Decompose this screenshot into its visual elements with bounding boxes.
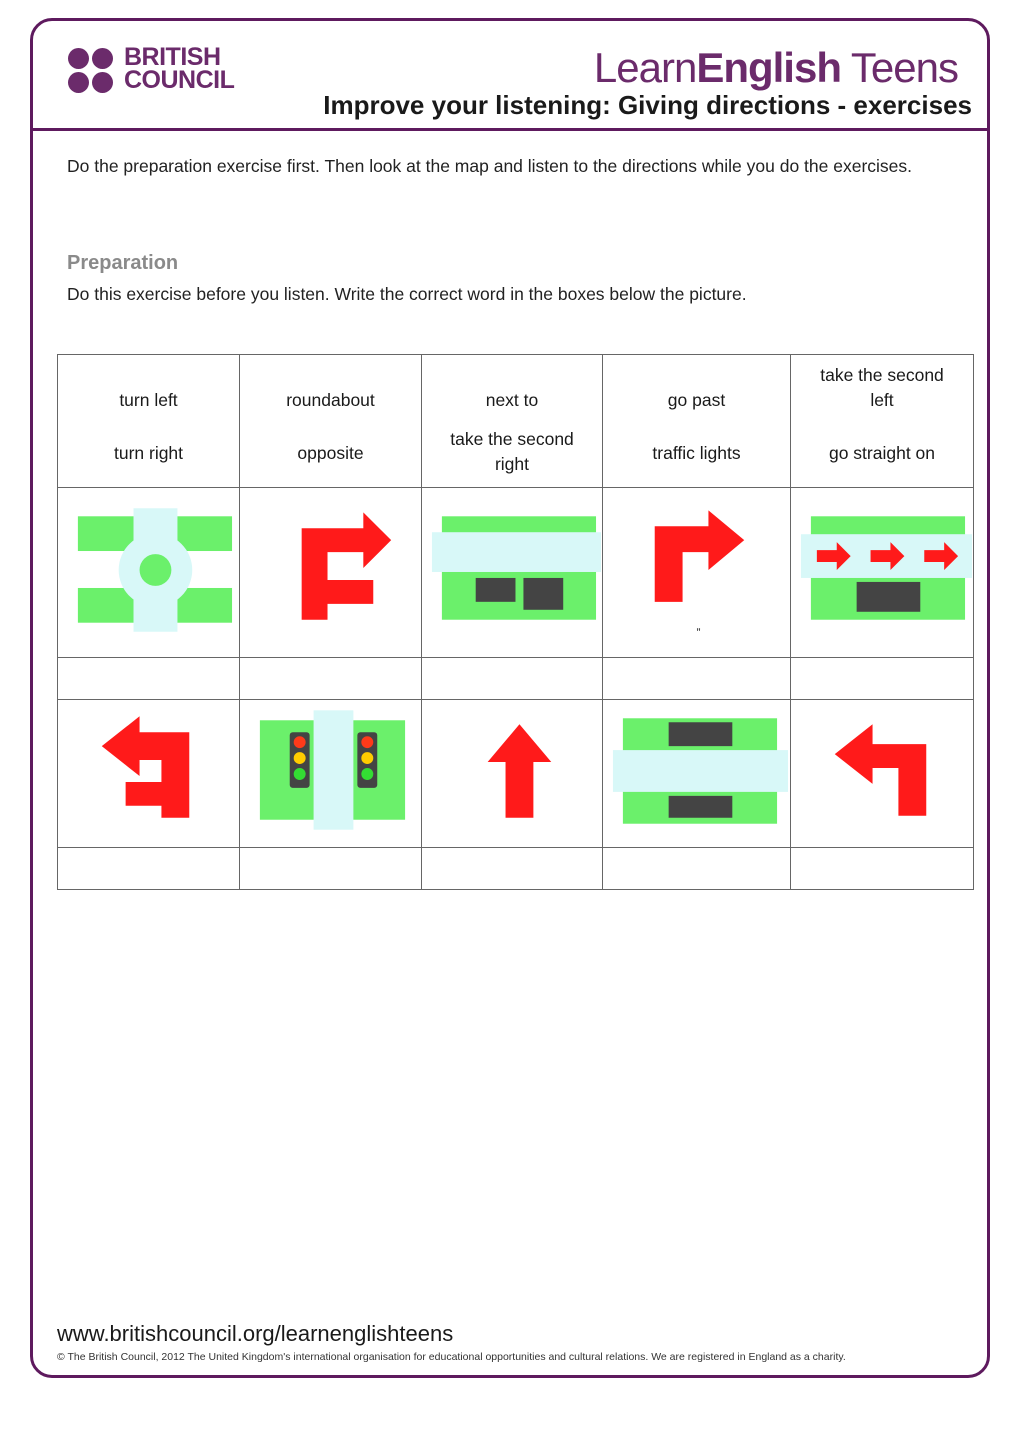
picture-cell — [791, 488, 974, 658]
word-bank-cell — [791, 355, 974, 488]
go-straight-on-road-icon — [791, 488, 973, 652]
header-divider — [30, 128, 990, 131]
footer-copyright: © The British Council, 2012 The United Kingdom's international organisation for educational opportunities and cultural relations. We are registered in England as a charity. — [57, 1351, 846, 1363]
word-option: turn left — [119, 389, 178, 410]
picture-cell — [603, 488, 791, 658]
answer-box[interactable] — [791, 848, 974, 890]
word-option: go past — [667, 389, 726, 410]
picture-cell — [603, 700, 791, 848]
answer-box[interactable] — [240, 848, 422, 890]
logo-line-2: COUNCIL — [124, 66, 235, 94]
picture-cell — [240, 488, 422, 658]
word-bank-cell — [58, 355, 240, 488]
word-option: opposite — [297, 443, 364, 463]
footer-url[interactable]: www.britishcouncil.org/learnenglishteens — [57, 1321, 454, 1346]
answer-row — [58, 658, 974, 700]
logo-text — [124, 43, 235, 94]
answer-box[interactable] — [603, 848, 791, 890]
word-option: next to — [485, 389, 539, 410]
traffic-lights-icon — [240, 700, 421, 842]
word-bank-cell — [422, 355, 603, 488]
picture-cell — [58, 700, 240, 848]
take-second-right-arrow-icon — [240, 488, 421, 652]
word-bank-cell — [240, 355, 422, 488]
opposite-icon — [603, 700, 790, 842]
picture-cell — [422, 700, 603, 848]
picture-row — [58, 700, 974, 848]
answer-box[interactable] — [603, 658, 791, 700]
word-option: traffic lights — [652, 443, 741, 463]
picture-cell — [422, 488, 603, 658]
preparation-instruction: Do this exercise before you listen. Write the correct word in the boxes below the picture. — [67, 284, 747, 304]
answer-box[interactable] — [791, 658, 974, 700]
straight-on-arrow-icon — [422, 700, 602, 842]
picture-cell — [791, 700, 974, 848]
brand-teens: Teens — [841, 44, 958, 91]
word-option: take the second right — [450, 429, 574, 474]
logo-line-1: BRITISH — [124, 43, 221, 71]
preparation-heading: Preparation — [67, 252, 179, 274]
brand-english: English — [696, 44, 841, 91]
word-bank-row — [58, 355, 974, 488]
answer-box[interactable] — [58, 848, 240, 890]
word-option: roundabout — [286, 389, 375, 410]
answer-row — [58, 848, 974, 890]
intro-text: Do the preparation exercise first. Then look at the map and listen to the directions while you do the exercises. — [67, 156, 912, 176]
next-to-icon — [422, 488, 602, 652]
answer-box[interactable] — [240, 658, 422, 700]
word-bank-cell — [603, 355, 791, 488]
take-second-left-arrow-icon — [58, 700, 239, 842]
page-title: Improve your listening: Giving directions - exercises — [323, 90, 972, 120]
turn-right-arrow-icon — [603, 488, 790, 652]
picture-row — [58, 488, 974, 658]
exercise-table — [57, 354, 974, 890]
picture-cell — [240, 700, 422, 848]
logo-dots-icon — [68, 48, 116, 96]
word-option: turn right — [113, 443, 184, 463]
word-option: take the second left — [820, 365, 944, 410]
turn-left-arrow-icon — [791, 700, 973, 842]
answer-box[interactable] — [58, 658, 240, 700]
word-option: go straight on — [828, 443, 936, 463]
brand-learn: Learn — [593, 44, 697, 91]
stray-mark: „ — [696, 618, 701, 633]
picture-cell — [58, 488, 240, 658]
answer-box[interactable] — [422, 848, 603, 890]
answer-box[interactable] — [422, 658, 603, 700]
learnenglish-teens-logo — [594, 44, 958, 92]
roundabout-icon — [58, 488, 239, 652]
